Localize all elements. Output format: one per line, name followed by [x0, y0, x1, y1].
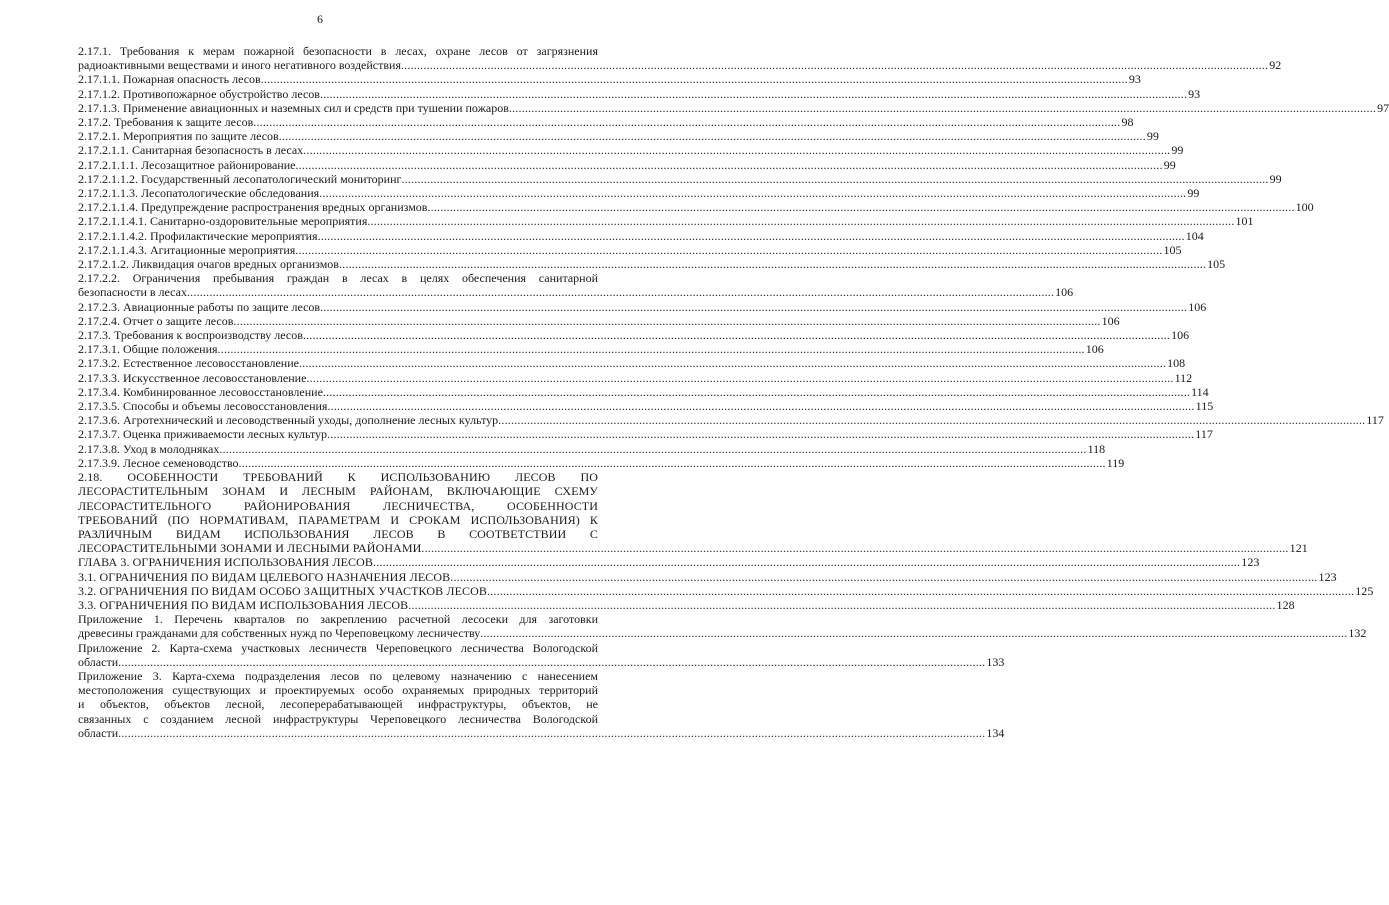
dot-leader	[295, 158, 1162, 172]
toc-entry[interactable]	[78, 115, 1134, 130]
toc-page-number: 93	[1188, 86, 1201, 101]
toc-entry[interactable]	[78, 214, 1254, 229]
toc-page-number: 119	[1106, 455, 1125, 470]
dot-leader	[401, 172, 1268, 186]
toc-entry[interactable]	[78, 100, 1389, 115]
toc-page-number: 106	[1171, 328, 1190, 343]
toc-entry[interactable]	[78, 470, 1308, 556]
toc-entry-text-line: ТРЕБОВАНИЙ (ПО НОРМАТИВАМ, ПАРАМЕТРАМ И СРОКАМ ИСПОЛЬЗОВАНИЯ) К	[78, 512, 598, 527]
toc-entry-title: ЛЕСОРАСТИТЕЛЬНЫМИ ЗОНАМИ И ЛЕСНЫМИ РАЙОНАМИ	[78, 541, 422, 556]
toc-entry[interactable]	[78, 612, 1367, 641]
toc-page-number: 108	[1167, 356, 1186, 371]
toc-entry[interactable]	[78, 299, 1207, 314]
toc-page-number: 99	[1163, 157, 1176, 172]
dot-leader	[303, 328, 1170, 342]
toc-entry[interactable]	[78, 328, 1190, 343]
dot-leader	[450, 570, 1317, 584]
toc-entry-text-line: и объектов, объектов лесной, лесоперерабатывающей инфраструктуры, объектов, не	[78, 697, 598, 712]
toc-entry-title: 2.17.2.1. Мероприятия по защите лесов	[78, 129, 279, 144]
toc-entry-text-line: Приложение 2. Карта-схема участковых лесничеств Череповецкого лесничества Вологодской	[78, 640, 598, 655]
dot-leader	[401, 58, 1268, 72]
toc-entry-title: 3.1. ОГРАНИЧЕНИЯ ПО ВИДАМ ЦЕЛЕВОГО НАЗНАЧЕНИЯ ЛЕСОВ	[78, 569, 451, 584]
toc-page-number: 106	[1085, 342, 1104, 357]
toc-entry-title: области	[78, 725, 119, 740]
dot-leader	[299, 356, 1166, 370]
toc-entry[interactable]	[78, 342, 1104, 357]
toc-page-number: 128	[1276, 597, 1295, 612]
toc-entry-title: 2.17.2.3. Авиационные работы по защите лесов	[78, 299, 321, 314]
toc-entry[interactable]	[78, 668, 1005, 740]
toc-entry-text-line: 2.17.2.2. Ограничения пребывания граждан в лесах в целях обеспечения санитарной	[78, 271, 598, 286]
toc-entry-title: 2.17.1.1. Пожарная опасность лесов	[78, 72, 261, 87]
toc-page-number: 112	[1174, 370, 1193, 385]
dot-leader	[218, 342, 1085, 356]
toc-entry[interactable]	[78, 583, 1374, 598]
toc-entry-text-line: Приложение 1. Перечень кварталов по закреплению расчетной лесосеки для заготовки	[78, 612, 598, 627]
toc-entry-title: 3.3. ОГРАНИЧЕНИЯ ПО ВИДАМ ИСПОЛЬЗОВАНИЯ ЛЕСОВ	[78, 597, 409, 612]
dot-leader	[253, 115, 1120, 129]
dot-leader	[320, 87, 1187, 101]
dot-leader	[367, 214, 1234, 228]
toc-entry-title: 2.17.2.1.1.4.3. Агитационные мероприятия	[78, 242, 296, 257]
toc-page-number: 125	[1355, 583, 1374, 598]
dot-leader	[187, 285, 1054, 299]
toc-entry-text-line: связанных с созданием лесной инфраструктуры Череповецкого лесничества Вологодской	[78, 711, 598, 726]
dot-leader	[408, 598, 1275, 612]
toc-entry[interactable]	[78, 200, 1314, 215]
toc-page-number: 121	[1289, 541, 1308, 556]
dot-leader	[319, 186, 1186, 200]
toc-entry[interactable]	[78, 597, 1295, 612]
dot-leader	[239, 456, 1106, 470]
dot-leader	[480, 626, 1347, 640]
toc-entry-title: 2.17.1.3. Применение авиационных и наземных сил и средств при тушении пожаров	[78, 100, 509, 115]
dot-leader	[318, 229, 1185, 243]
dot-leader	[487, 584, 1354, 598]
toc-page-number: 99	[1146, 129, 1159, 144]
dot-leader	[427, 200, 1294, 214]
toc-entry-title: 2.17.2.1.1.1. Лесозащитное районирование	[78, 157, 296, 172]
toc-page-number: 99	[1187, 186, 1200, 201]
toc-page-number: 105	[1163, 242, 1182, 257]
toc-entry[interactable]	[78, 569, 1337, 584]
toc-entry-title: 3.2. ОГРАНИЧЕНИЯ ПО ВИДАМ ОСОБО ЗАЩИТНЫХ УЧАСТКОВ ЛЕСОВ	[78, 583, 487, 598]
toc-entry-title: 2.17.2.1.1.4.1. Санитарно-оздоровительные мероприятия	[78, 214, 368, 229]
toc-entry-title: области	[78, 654, 119, 669]
toc-entry[interactable]	[78, 399, 1214, 414]
dot-leader	[320, 300, 1187, 314]
toc-entry-text-line: РАЗЛИЧНЫМ ВИДАМ ИСПОЛЬЗОВАНИЯ ЛЕСОВ В СООТВЕТСТВИИ С	[78, 526, 598, 541]
toc-entry[interactable]	[78, 129, 1159, 144]
toc-entry-title: 2.17.3.4. Комбинированное лесовосстановление	[78, 384, 323, 399]
toc-entry-title: 2.17.2.1.1.2. Государственный лесопатологический мониторинг	[78, 171, 402, 186]
toc-page-number: 114	[1191, 384, 1209, 399]
toc-entry[interactable]	[78, 455, 1125, 470]
dot-leader	[421, 541, 1288, 555]
toc-entry[interactable]	[78, 555, 1260, 570]
toc-entry-title: 2.17.3.8. Уход в молодняках	[78, 441, 220, 456]
dot-leader	[498, 413, 1365, 427]
toc-entry-title: 2.17.3. Требования к воспроизводству лесов	[78, 328, 303, 343]
toc-entry-text-line: 2.18. ОСОБЕННОСТИ ТРЕБОВАНИЙ К ИСПОЛЬЗОВАНИЮ ЛЕСОВ ПО	[78, 470, 598, 485]
toc-page-number: 133	[986, 654, 1005, 669]
toc-entry-title: 2.17.2.1.2. Ликвидация очагов вредных организмов	[78, 257, 339, 272]
dot-leader	[279, 129, 1146, 143]
toc-page-number: 106	[1055, 285, 1074, 300]
toc-page-number: 106	[1188, 299, 1207, 314]
dot-leader	[261, 72, 1128, 86]
toc-page-number: 118	[1087, 441, 1106, 456]
toc-entry-title: 2.17.3.2. Естественное лесовосстановление	[78, 356, 299, 371]
dot-leader	[339, 257, 1206, 271]
toc-entry[interactable]	[78, 186, 1200, 201]
dot-leader	[373, 555, 1240, 569]
toc-entry-text-line: местоположения существующих и проектируемых особо охраняемых природных территорий	[78, 683, 598, 698]
toc-entry-title: 2.17.3.1. Общие положения	[78, 342, 218, 357]
toc-page-number: 104	[1185, 228, 1204, 243]
toc-entry-title: древесины гражданами для собственных нужд по Череповецкому лесничеству	[78, 626, 481, 641]
toc-page-number: 134	[986, 725, 1005, 740]
toc-entry-title: 2.17.2.1.1.3. Лесопатологические обследования	[78, 186, 320, 201]
dot-leader	[303, 143, 1170, 157]
toc-entry-text-line: 2.17.1. Требования к мерам пожарной безопасности в лесах, охране лесов от загрязнения	[78, 44, 598, 58]
toc-entry-title: 2.17.3.7. Оценка приживаемости лесных культур	[78, 427, 328, 442]
page-number: 6	[317, 12, 323, 26]
dot-leader	[118, 655, 985, 669]
toc-page-number: 123	[1318, 569, 1337, 584]
toc-entry[interactable]	[78, 157, 1176, 172]
dot-leader	[323, 385, 1190, 399]
toc-entry[interactable]	[78, 313, 1120, 328]
dot-leader	[327, 427, 1194, 441]
toc-entry-title: 2.17.2.1.1.4.2. Профилактические мероприятия	[78, 228, 318, 243]
toc-page-number: 99	[1171, 143, 1184, 158]
toc-entry[interactable]	[78, 640, 1005, 669]
toc-entry-text-line: Приложение 3. Карта-схема подразделения лесов по целевому назначению с нанесением	[78, 668, 598, 683]
dot-leader	[118, 726, 985, 740]
toc-entry-title: радиоактивными веществами и иного негативного воздействия	[78, 58, 401, 73]
toc-entry[interactable]	[78, 44, 1282, 73]
toc-entry[interactable]	[78, 257, 1226, 272]
toc-entry[interactable]	[78, 370, 1193, 385]
toc-page-number: 100	[1295, 200, 1314, 215]
dot-leader	[295, 243, 1162, 257]
toc-entry[interactable]	[78, 384, 1209, 399]
toc-entry[interactable]	[78, 228, 1204, 243]
toc-entry-title: 2.17.3.6. Агротехнический и лесоводственный уходы, дополнение лесных культур	[78, 413, 499, 428]
toc-entry-title: 2.17.2.1.1.4. Предупреждение распространения вредных организмов	[78, 200, 428, 215]
toc-entry-title: 2.17.3.5. Способы и объемы лесовосстановления	[78, 399, 328, 414]
toc-page-number: 117	[1366, 413, 1384, 428]
toc-entry[interactable]	[78, 356, 1186, 371]
toc-entry[interactable]	[78, 427, 1213, 442]
toc-page-number: 93	[1128, 72, 1141, 87]
dot-leader	[509, 101, 1376, 115]
toc-page-number: 115	[1195, 399, 1214, 414]
toc-page-number: 117	[1195, 427, 1213, 442]
toc-page-number: 106	[1101, 313, 1120, 328]
toc-entry[interactable]	[78, 242, 1182, 257]
toc-page-number: 98	[1121, 115, 1134, 130]
toc-page-number: 105	[1207, 257, 1226, 272]
toc-entry-text-line: ЛЕСОРАСТИТЕЛЬНЫМ ЗОНАМ И ЛЕСНЫМ РАЙОНАМ, ВКЛЮЧАЮЩИЕ СХЕМУ	[78, 484, 598, 499]
toc-page-number: 101	[1235, 214, 1254, 229]
toc-entry-title: 2.17.2. Требования к защите лесов	[78, 115, 254, 130]
toc-entry[interactable]	[78, 413, 1384, 428]
dot-leader	[219, 442, 1086, 456]
toc-page-number: 123	[1241, 555, 1260, 570]
table-of-contents	[78, 44, 1389, 740]
toc-entry[interactable]	[78, 143, 1184, 158]
dot-leader	[233, 314, 1100, 328]
toc-entry[interactable]	[78, 271, 1074, 300]
toc-entry[interactable]	[78, 86, 1201, 101]
dot-leader	[327, 399, 1194, 413]
toc-page-number: 97	[1377, 100, 1389, 115]
toc-entry-title: 2.17.3.3. Искусственное лесовосстановление	[78, 370, 307, 385]
toc-entry[interactable]	[78, 72, 1141, 87]
toc-entry-title: 2.17.1.2. Противопожарное обустройство лесов	[78, 86, 320, 101]
toc-entry-text-line: ЛЕСОРАСТИТЕЛЬНОГО РАЙОНИРОВАНИЯ ЛЕСНИЧЕСТВА, ОСОБЕННОСТИ	[78, 498, 598, 513]
toc-entry-title: ГЛАВА 3. ОГРАНИЧЕНИЯ ИСПОЛЬЗОВАНИЯ ЛЕСОВ	[78, 555, 374, 570]
toc-entry[interactable]	[78, 441, 1106, 456]
toc-entry-title: 2.17.2.1.1. Санитарная безопасность в лесах	[78, 143, 304, 158]
toc-page-number: 92	[1269, 58, 1282, 73]
toc-entry-title: безопасности в лесах	[78, 285, 187, 300]
toc-entry-title: 2.17.2.4. Отчет о защите лесов	[78, 313, 234, 328]
dot-leader	[306, 371, 1173, 385]
toc-page-number: 99	[1269, 171, 1282, 186]
toc-page-number: 132	[1348, 626, 1367, 641]
toc-entry-title: 2.17.3.9. Лесное семеноводство	[78, 455, 239, 470]
toc-entry[interactable]	[78, 171, 1282, 186]
